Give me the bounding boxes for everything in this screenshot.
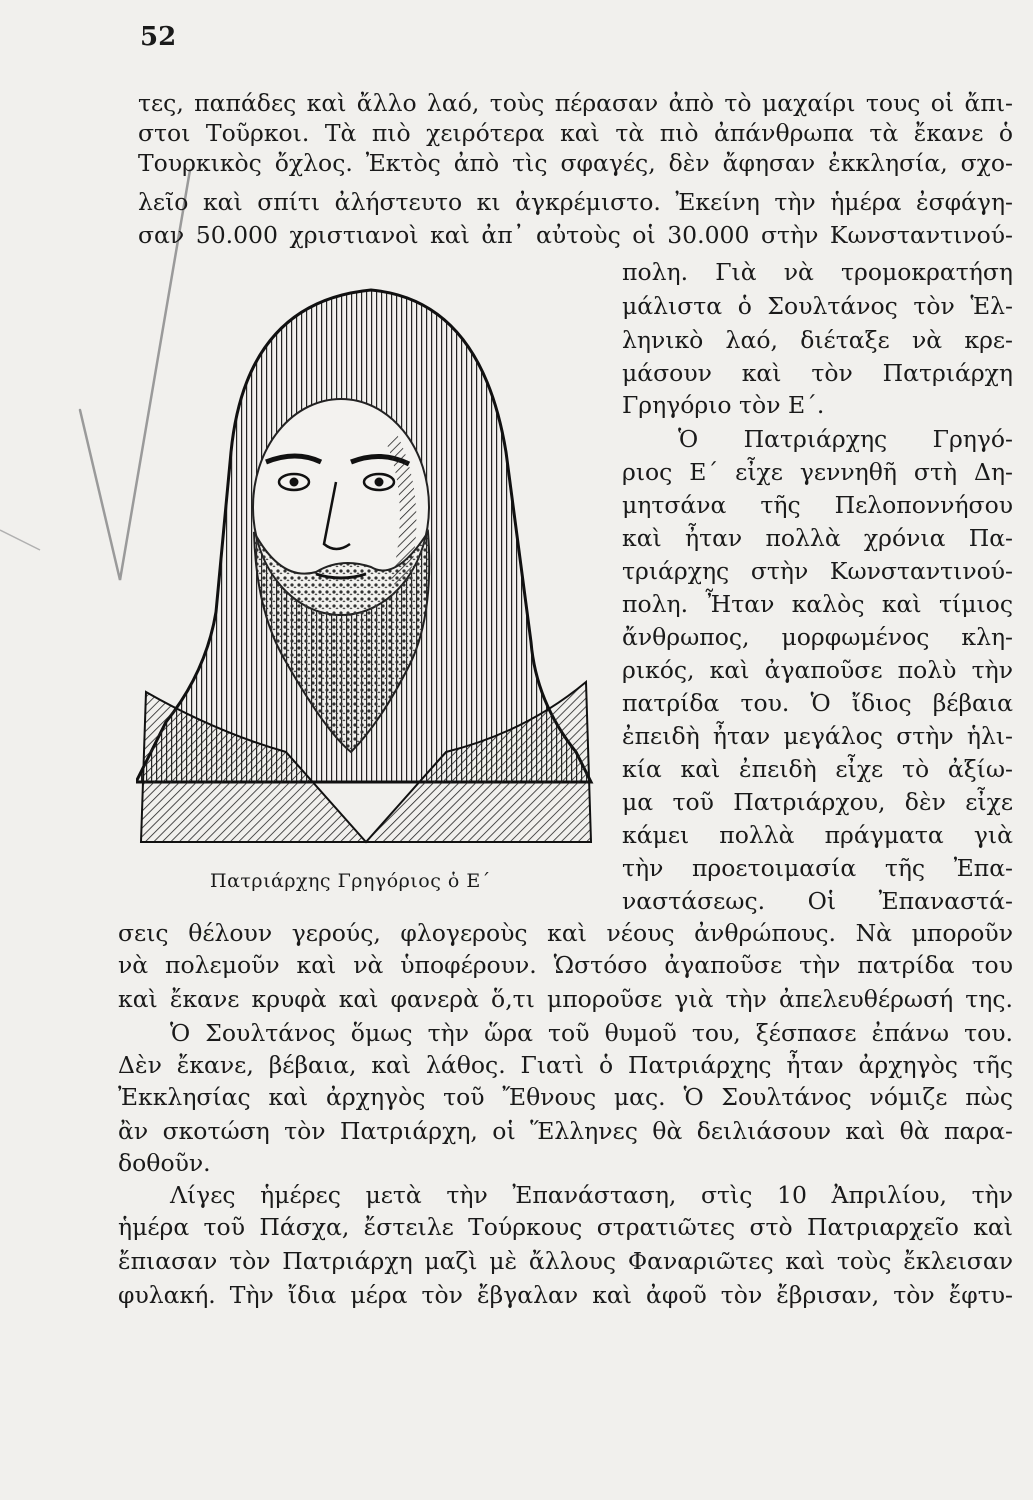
text-line: μα τοῦ Πατριάρχου, δὲν εἶχε — [622, 788, 1013, 816]
text-line: ρικός, καὶ ἀγαποῦσε πολὺ τὴν — [622, 656, 1013, 684]
text-line: ἄνθρωπος, μορφωμένος κλη- — [622, 623, 1013, 651]
text-line: κία καὶ ἐπειδὴ εἶχε τὸ ἀξίω- — [622, 755, 1013, 783]
text-line: τες, παπάδες καὶ ἄλλο λαό, τοὺς πέρασαν ἀπὸ τὸ μαχαίρι τους οἱ ἄπι- — [138, 89, 1013, 117]
text-line: ἔπιασαν τὸν Πατριάρχη μαζὶ μὲ ἄλλους Φαναριῶτες καὶ τοὺς ἔκλεισαν — [118, 1247, 1013, 1275]
text-line: ἐπειδὴ ἦταν μεγάλος στὴν ἡλι- — [622, 722, 1013, 750]
figure-caption: Πατριάρχης Γρηγόριος ὁ Ε΄ — [210, 870, 491, 892]
text-line: ριος Ε΄ εἶχε γεννηθῆ στὴ Δη- — [622, 458, 1013, 486]
text-line: Λίγες ἡμέρες μετὰ τὴν Ἐπανάσταση, στὶς 10 Ἀπριλίου, τὴν — [170, 1181, 1013, 1209]
text-line: σαν 50.000 χριστιανοὶ καὶ ἀπ᾽ αὐτοὺς οἱ 30.000 στὴν Κωνσταντινού- — [138, 221, 1013, 249]
text-line: τὴν προετοιμασία τῆς Ἐπα- — [622, 854, 1013, 882]
text-line: πολη. Ἦταν καλὸς καὶ τίμιος — [622, 590, 1013, 618]
text-line: Ὁ Σουλτάνος ὅμως τὴν ὥρα τοῦ θυμοῦ του, ξέσπασε ἐπάνω του. — [170, 1019, 1013, 1047]
text-line: καὶ ἦταν πολλὰ χρόνια Πα- — [622, 524, 1013, 552]
text-line: λεῖο καὶ σπίτι ἀλήστευτο κι ἀγκρέμιστο. Ἐκείνη τὴν ἡμέρα ἐσφάγη- — [138, 188, 1013, 216]
text-line: δοθοῦν. — [118, 1149, 211, 1177]
text-line: ληνικὸ λαό, διέταξε νὰ κρε- — [622, 326, 1013, 354]
text-line: Γρηγόριο τὸν Ε΄. — [622, 391, 825, 419]
portrait-illustration — [136, 282, 596, 862]
page-number: 52 — [140, 22, 177, 52]
text-line: κάμει πολλὰ πράγματα γιὰ — [622, 821, 1013, 849]
text-line: μητσάνα τῆς Πελοποννήσου — [622, 491, 1013, 519]
text-line: νὰ πολεμοῦν καὶ νὰ ὑποφέρουν. Ὡστόσο ἀγαποῦσε τὴν πατρίδα του — [118, 951, 1013, 979]
text-line: καὶ ἔκανε κρυφὰ καὶ φανερὰ ὅ,τι μποροῦσε γιὰ τὴν ἀπελευθέρωσή της. — [118, 985, 1013, 1013]
text-line: στοι Τοῦρκοι. Τὰ πιὸ χειρότερα καὶ τὰ πιὸ ἀπάνθρωπα τὰ ἔκανε ὁ — [138, 119, 1013, 147]
text-line: Τουρκικὸς ὄχλος. Ἐκτὸς ἀπὸ τὶς σφαγές, δὲν ἄφησαν ἐκκλησία, σχο- — [138, 149, 1013, 177]
text-line: σεις θέλουν γερούς, φλογεροὺς καὶ νέους ἀνθρώπους. Νὰ μποροῦν — [118, 919, 1013, 947]
text-line: τριάρχης στὴν Κωνσταντινού- — [622, 557, 1013, 585]
text-line: φυλακή. Τὴν ἴδια μέρα τὸν ἔβγαλαν καὶ ἀφοῦ τὸν ἔβρισαν, τὸν ἔφτυ- — [118, 1281, 1013, 1309]
text-line: Δὲν ἔκανε, βέβαια, καὶ λάθος. Γιατὶ ὁ Πατριάρχης ἦταν ἀρχηγὸς τῆς — [118, 1051, 1013, 1079]
text-line: πολη. Γιὰ νὰ τρομοκρατήση — [622, 258, 1013, 286]
text-line: ἂν σκοτώση τὸν Πατριάρχη, οἱ Ἕλληνες θὰ δειλιάσουν καὶ θὰ παρα- — [118, 1117, 1013, 1145]
text-line: Ὁ Πατριάρχης Γρηγό- — [678, 425, 1013, 453]
text-line: Ἐκκλησίας καὶ ἀρχηγὸς τοῦ Ἔθνους μας. Ὁ Σουλτάνος νόμιζε πὼς — [118, 1083, 1013, 1111]
text-line: πατρίδα του. Ὁ ἴδιος βέβαια — [622, 689, 1013, 717]
text-line: μάλιστα ὁ Σουλτάνος τὸν Ἑλ- — [622, 292, 1013, 320]
text-line: ἡμέρα τοῦ Πάσχα, ἔστειλε Τούρκους στρατιῶτες στὸ Πατριαρχεῖο καὶ — [118, 1213, 1013, 1241]
text-line: μάσουν καὶ τὸν Πατριάρχη — [622, 359, 1013, 387]
text-line: ναστάσεως. Οἱ Ἐπαναστά- — [622, 887, 1013, 915]
